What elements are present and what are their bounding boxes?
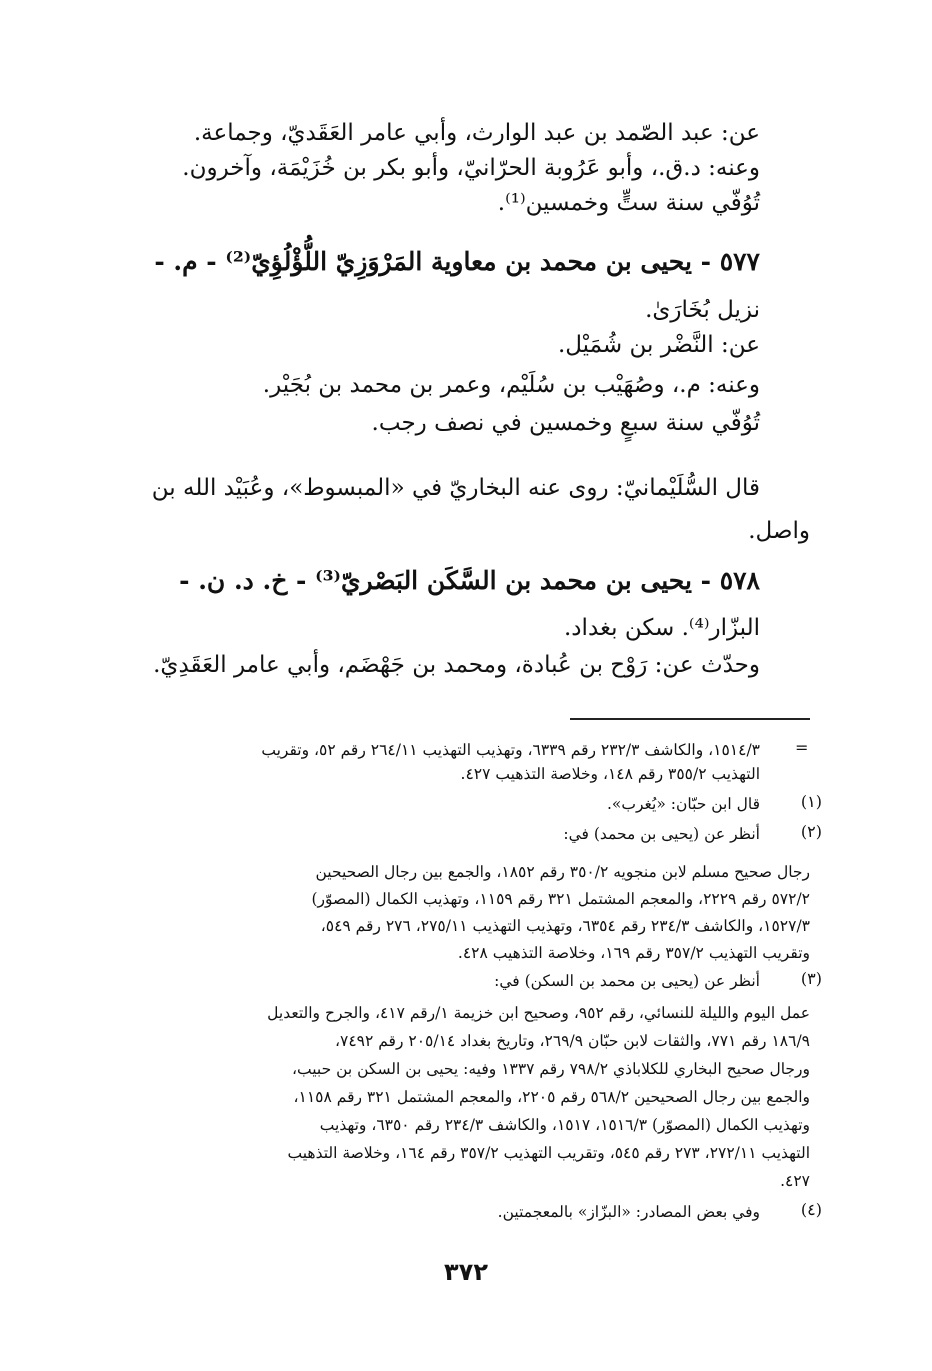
footnote-3-line-2: عمل اليوم والليلة للنسائي، رقم ٩٥٢، وصحيح ابن خزيمة ١/رقم ٤١٧، والجرح والتعديل: [267, 1004, 810, 1022]
footnote-3-line-5: والجمع بين رجال الصحيحين ٥٦٨/٢ رقم ٢٢٠٥، والمعجم المشتمل ٣٢١ رقم ١١٥٨،: [293, 1088, 810, 1106]
main-line-3: تُوُفّي سنة ستٍّ وخمسين⁽¹⁾.: [497, 190, 760, 216]
footnote-cont-line-2: التهذيب ٣٥٥/٢ رقم ١٤٨، وخلاصة التذهيب ٤٢٧.: [460, 765, 760, 783]
main-line-8: تُوُفّي سنة سبعٍ وخمسين في نصف رجب.: [371, 410, 760, 436]
main-line-1: عن: عبد الصّمد بن عبد الوارث، وأبي عامر العَقَديّ، وجماعة.: [193, 120, 760, 146]
footnote-continuation-mark: =: [795, 738, 809, 757]
footnote-2-line-3: ٥٧٢/٢ رقم ٢٢٢٩، والمعجم المشتمل ٣٢١ رقم ١١٥٩، وتهذيب الكمال (المصوّر): [311, 890, 810, 908]
main-line-10: واصل.: [748, 518, 810, 544]
footnote-3-line-1: أنظر عن (يحيى بن محمد بن السكن) في:: [494, 972, 760, 990]
entry-heading-578: ٥٧٨ - يحيى بن محمد بن السَّكَن البَصْريّ⁽³⁾ - خ. د. ن. -: [179, 566, 760, 595]
main-line-2: وعنه: د.ق.، وأبو عَرُوبة الحرّانيّ، وأبو بكر بن خُزَيْمَة، وآخرون.: [182, 155, 760, 181]
main-line-13: وحدّث عن: رَوْح بن عُبادة، ومحمد بن جَهْضَم، وأبي عامر العَقَدِيّ.: [153, 652, 760, 678]
footnote-separator: [570, 718, 810, 720]
footnote-3-line-6: وتهذيب الكمال (المصوّر) ١٥١٦/٣، ١٥١٧، والكاشف ٢٣٤/٣ رقم ٦٣٥٠، وتهذيب: [319, 1116, 810, 1134]
footnote-1-text: قال ابن حبّان: «يُغرب».: [606, 795, 760, 813]
footnote-2-line-5: وتقريب التهذيب ٣٥٧/٢ رقم ١٦٩، وخلاصة التذهيب ٤٢٨.: [457, 944, 810, 962]
main-line-12: البزّار⁽⁴⁾. سكن بغداد.: [564, 615, 760, 641]
footnote-number-2: (٢): [800, 822, 822, 841]
footnote-2-line-1: أنظر عن (يحيى بن محمد) في:: [563, 825, 760, 843]
main-line-6: عن: النَّضْر بن شُمَيْل.: [557, 332, 760, 358]
footnote-number-4: (٤): [800, 1200, 822, 1219]
footnote-number-3: (٣): [800, 969, 822, 988]
footnote-3-line-3: ١٨٦/٩ رقم ٧٧١، والثقات لابن حبّان ٢٦٩/٩، وتاريخ بغداد ٢٠٥/١٤ رقم ٧٤٩٢،: [334, 1032, 810, 1050]
footnote-3-line-8: ٤٢٧.: [780, 1172, 810, 1190]
main-line-9: قال السُّلَيْمانيّ: روى عنه البخاريّ في «المبسوط»، وعُبَيْد الله بن: [151, 475, 760, 501]
main-line-7: وعنه: م.، وصُهَيْب بن سُلَيْم، وعمر بن محمد بن بُجَيْر.: [262, 372, 760, 398]
page-number: ٣٧٢: [444, 1258, 488, 1286]
footnote-cont-line-1: ١٥١٤/٣، والكاشف ٢٣٢/٣ رقم ٦٣٣٩، وتهذيب التهذيب ٢٦٤/١١ رقم ٥٢، وتقريب: [261, 741, 760, 759]
footnote-3-line-4: ورجال صحيح البخاري للكلاباذي ٧٩٨/٢ رقم ١٣٣٧ وفيه: يحيى بن السكن بن حبيب،: [292, 1060, 810, 1078]
footnote-number-1: (١): [800, 792, 822, 811]
main-line-5: نزيل بُخَارَىٰ.: [645, 297, 760, 323]
footnote-2-line-2: رجال صحيح مسلم لابن منجويه ٣٥٠/٢ رقم ١٨٥٢، والجمع بين رجال الصحيحين: [315, 863, 810, 881]
footnote-2-line-4: ١٥٢٧/٣، والكاشف ٢٣٤/٣ رقم ٦٣٥٤، وتهذيب التهذيب ٢٧٥/١١، ٢٧٦ رقم ٥٤٩،: [320, 917, 810, 935]
entry-heading-577: ٥٧٧ - يحيى بن محمد بن معاوية المَرْوَزِيّ اللُّؤْلُؤِيّ⁽²⁾ - م. -: [154, 247, 760, 276]
footnote-3-line-7: التهذيب ٢٧٢/١١، ٢٧٣ رقم ٥٤٥، وتقريب التهذيب ٣٥٧/٢ رقم ١٦٤، وخلاصة التذهيب: [287, 1144, 810, 1162]
footnote-4-text: وفي بعض المصادر: «البزّاز» بالمعجمتين.: [497, 1203, 760, 1221]
